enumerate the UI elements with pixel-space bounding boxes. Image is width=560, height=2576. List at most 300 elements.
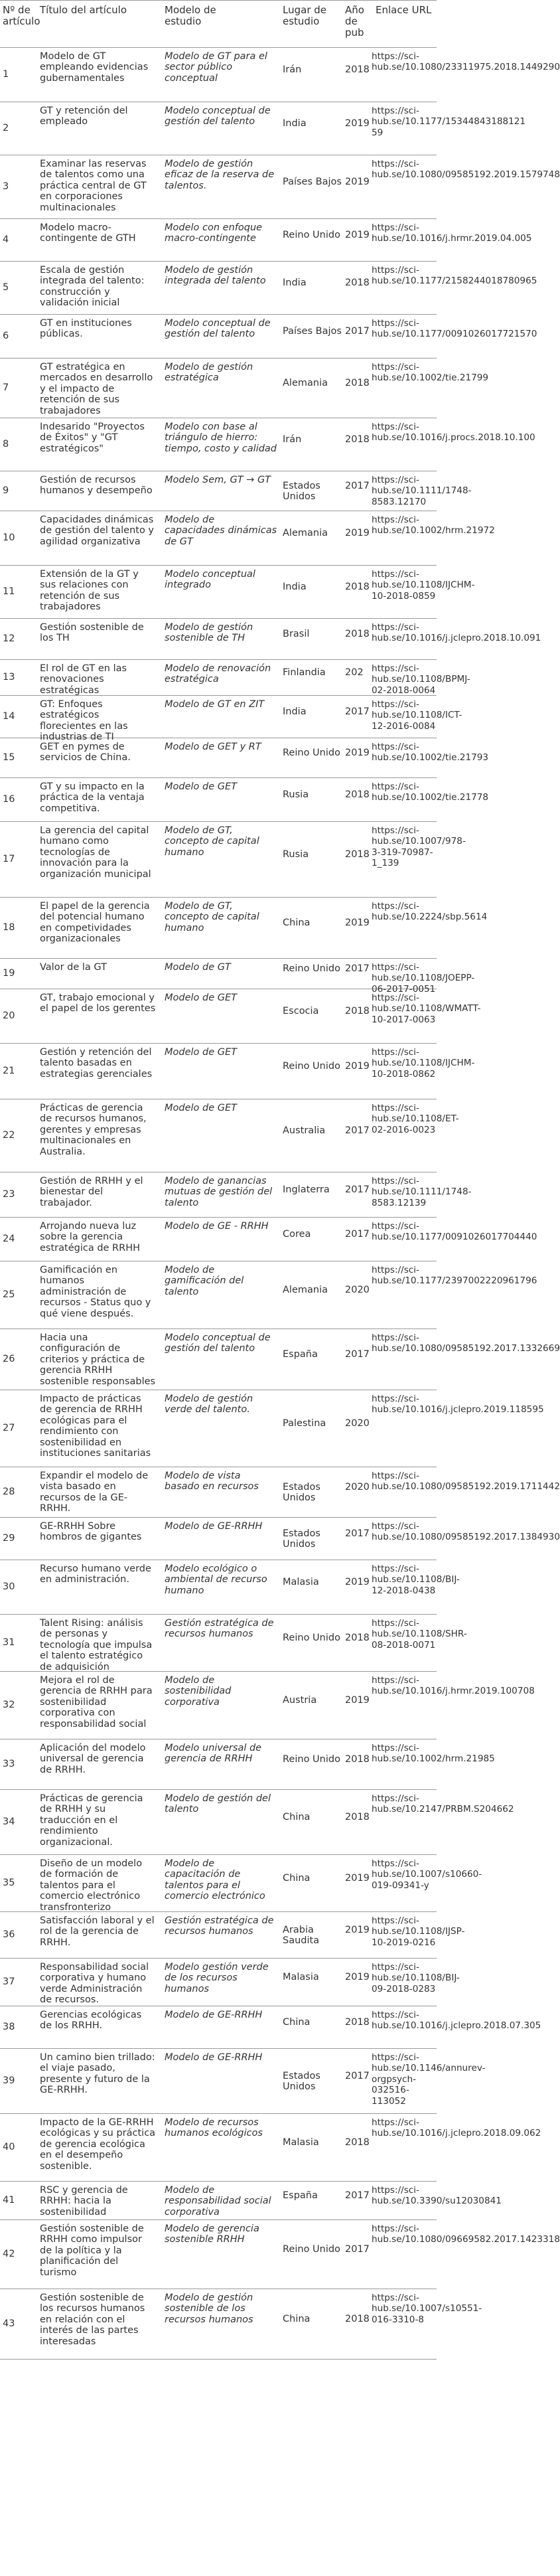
row-study-place: Alemania (283, 1285, 328, 1295)
row-title: Modelo macro-contingente de GTH (40, 222, 136, 244)
row-study-model: Modelo ecológico o ambiental de recurso humano (165, 1564, 267, 1596)
row-title: Valor de la GT (40, 962, 107, 973)
row-url-link[interactable]: https://sci-hub.se/10.1108/SHR-08-2018-0071 (372, 1618, 467, 1650)
row-number: 7 (3, 382, 9, 393)
row-url-link[interactable]: https://sci-hub.se/10.1080/09585192.2019.1711442 (372, 1471, 560, 1492)
row-pub-year: 2018 (345, 789, 370, 800)
row-url-link[interactable]: https://sci-hub.se/10.1002/tie.21793 (372, 742, 489, 764)
row-number: 17 (3, 854, 15, 864)
header-pub-year: Año de pub (345, 4, 364, 39)
row-url-link[interactable]: https://sci-hub.se/10.1016/j.jclepro.2018.10.091 (372, 622, 541, 644)
row-title: Prácticas de gerencia de RRHH y su traducción en el rendimiento organizacional. (40, 1793, 143, 1848)
row-title: Gestión sostenible de los recursos humanos en relación con el interés de las partes interesadas (40, 2293, 145, 2347)
table-row (0, 1390, 544, 1467)
row-title: Recurso humano verde en administración. (40, 1564, 151, 1585)
row-title: GT, trabajo emocional y el papel de los gerentes (40, 993, 156, 1014)
header-study-place: Lugar de estudio (283, 4, 326, 27)
row-study-model: Modelo de capacitación de talentos para el comercio electrónico (165, 1858, 265, 1902)
table-row (0, 48, 560, 102)
row-number: 15 (3, 752, 15, 763)
row-pub-year: 2018 (345, 1812, 370, 1822)
row-number: 11 (3, 586, 15, 597)
row-pub-year: 2017 (345, 1125, 370, 1136)
row-url-link[interactable]: https://sci-hub.se/10.1108/IJCHM-10-2018-0862 (372, 1047, 475, 1080)
row-study-model: Modelo de GT, concepto de capital humano (165, 901, 259, 933)
row-number: 19 (3, 968, 15, 979)
row-study-place: Rusia (283, 849, 309, 860)
row-title: Aplicación del modelo universal de gerencia de RRHH. (40, 1743, 146, 1775)
row-study-place: India (283, 706, 307, 717)
row-number: 18 (3, 922, 15, 933)
row-url-link[interactable]: https://sci-hub.se/10.1177/0091026017704440 (372, 1221, 537, 1243)
row-number: 37 (3, 1976, 15, 1987)
row-title: Mejora el rol de gerencia de RRHH para sostenibilidad corporativa con responsabilidad social (40, 1675, 153, 1730)
row-url-link[interactable]: https://sci-hub.se/10.1108/BPMJ-02-2018-0064 (372, 663, 470, 696)
table-row (0, 1467, 560, 1518)
table-row (0, 566, 475, 619)
row-url-link[interactable]: https://sci-hub.se/10.1007/s10551-016-3310-8 (372, 2293, 482, 2325)
row-pub-year: 2019 (345, 1925, 370, 1935)
row-pub-year: 2018 (345, 2137, 370, 2148)
row-pub-year: 2018 (345, 1006, 370, 1016)
row-url-link[interactable]: https://sci-hub.se/10.1016/j.procs.2018.10.100 (372, 422, 535, 443)
row-title: Responsabilidad social corporativa y humano verde Administración de recursos. (40, 1962, 149, 2006)
row-pub-year: 2017 (345, 963, 370, 974)
row-title: Satisfacción laboral y el rol de la gerencia de RRHH. (40, 1915, 155, 1948)
row-study-place: Malasia (283, 1577, 319, 1587)
row-url-link[interactable]: https://sci-hub.se/10.1108/BIJ-12-2018-0438 (372, 1564, 460, 1596)
row-study-place: China (283, 918, 311, 928)
row-title: Gerencias ecológicas de los RRHH. (40, 2010, 142, 2032)
header-article-title: Título del artículo (40, 4, 127, 16)
row-study-model: Modelo conceptual integrado (165, 569, 255, 591)
table-row (0, 696, 462, 743)
row-pub-year: 2018 (345, 1754, 370, 1765)
row-url-link[interactable]: https://sci-hub.se/10.1002/hrm.21985 (372, 1743, 495, 1765)
row-url-link[interactable]: https://sci-hub.se/10.1002/hrm.21972 (372, 515, 495, 536)
row-study-model: Modelo de gestión estratégica (165, 362, 253, 384)
row-number: 43 (3, 2318, 15, 2329)
row-pub-year: 2017 (345, 1229, 370, 1240)
row-number: 13 (3, 672, 15, 683)
row-study-place: India (283, 118, 307, 129)
row-url-link[interactable]: https://sci-hub.se/10.1177/0091026017721570 (372, 318, 537, 340)
row-url-link[interactable]: https://sci-hub.se/10.1108/IJSP-10-2019-0216 (372, 1915, 465, 1948)
row-title: Gestión sostenible de RRHH como impulsor de la política y la planificación del turismo (40, 2223, 144, 2278)
row-study-place: Reino Unido (283, 2244, 340, 2255)
row-number: 12 (3, 633, 15, 644)
row-number: 21 (3, 1066, 15, 1076)
row-number: 10 (3, 532, 15, 543)
row-pub-year: 2017 (345, 2071, 370, 2081)
row-study-place: España (283, 1349, 318, 1360)
row-study-place: Finlandia (283, 667, 326, 678)
row-study-model: Modelo de gestión del talento (165, 1793, 271, 1815)
row-title: Indesarido "Proyectos de Éxitos" y "GT estratégicos" (40, 422, 145, 454)
row-pub-year: 2019 (345, 1577, 370, 1587)
table-row (0, 1959, 460, 2006)
row-number: 5 (3, 282, 9, 293)
row-study-place: España (283, 2190, 318, 2201)
row-number: 41 (3, 2195, 15, 2206)
row-url-link[interactable]: https://sci-hub.se/10.1002/tie.21799 (372, 362, 489, 384)
row-study-model: Modelo con enfoque macro-contingente (165, 222, 263, 244)
row-study-place: Países Bajos (283, 326, 342, 337)
row-url-link[interactable]: https://sci-hub.se/10.1007/978-3-319-70987-1_139 (372, 825, 466, 869)
table-row (0, 619, 541, 660)
row-title: GT: Enfoques estratégicos florecientes en las industrias de TI (40, 699, 128, 743)
row-title: Gestión de recursos humanos y desempeño (40, 475, 153, 497)
table-row (0, 1790, 514, 1855)
table-row (0, 1172, 472, 1218)
row-study-place: Alemania (283, 378, 328, 388)
table-row (0, 2006, 541, 2049)
row-url-link[interactable]: https://sci-hub.se/10.1007/s10660-019-09341-y (372, 1858, 482, 1891)
table-row (0, 1739, 495, 1790)
table-row (0, 778, 489, 822)
row-study-place: Brasil (283, 629, 310, 639)
row-study-model: Modelo de sostenibilidad corporativa (165, 1675, 232, 1708)
row-study-place: Irán (283, 434, 302, 445)
row-study-model: Gestión estratégica de recursos humanos (165, 1915, 274, 1937)
row-number: 24 (3, 1234, 15, 1244)
row-study-model: Modelo de gerencia sostenible RRHH (165, 2223, 259, 2245)
row-url-link[interactable]: https://sci-hub.se/10.1111/1748-8583.12170 (372, 475, 472, 507)
row-study-place: Reino Unido (283, 1754, 340, 1765)
row-number: 42 (3, 2249, 15, 2259)
row-url-link[interactable]: https://sci-hub.se/10.1016/j.hrmr.2019.100708 (372, 1675, 535, 1697)
table-row (0, 2220, 560, 2289)
table-row (0, 262, 537, 315)
row-pub-year: 2018 (345, 434, 370, 445)
row-study-place: Inglaterra (283, 1184, 330, 1195)
row-study-model: Modelo de GT en ZIT (165, 699, 265, 710)
row-pub-year: 2018 (345, 278, 370, 288)
row-study-model: Modelo de GT, concepto de capital humano (165, 825, 259, 858)
table-row (0, 359, 489, 418)
table-row (0, 738, 489, 778)
table-row (0, 1261, 537, 1329)
row-number: 27 (3, 1423, 15, 1433)
row-study-model: Modelo conceptual de gestión del talento (165, 318, 271, 340)
row-study-model: Modelo de gestión verde del talento. (165, 1394, 253, 1415)
row-pub-year: 2019 (345, 748, 370, 758)
row-number: 23 (3, 1189, 15, 1200)
row-study-model: Modelo de GT (165, 962, 231, 973)
table-row (0, 1672, 535, 1739)
row-study-model: Modelo universal de gerencia de RRHH (165, 1743, 262, 1765)
row-title: Gestión de RRHH y el bienestar del trabajador. (40, 1176, 143, 1208)
row-title: GE-RRHH Sobre hombros de gigantes (40, 1521, 142, 1543)
row-url-link[interactable]: https://sci-hub.se/10.1108/ICT-12-2016-0084 (372, 699, 462, 732)
row-pub-year: 2017 (345, 2190, 370, 2201)
row-title: El papel de la gerencia del potencial humano en competividades organizacionales (40, 901, 150, 945)
row-pub-year: 2020 (345, 1482, 370, 1492)
row-number: 30 (3, 1581, 15, 1592)
row-study-model: Modelo de GET (165, 993, 238, 1003)
row-title: Hacia una configuración de criterios y práctica de gerencia RRHH sostenible responsables (40, 1332, 156, 1387)
row-url-link[interactable]: https://sci-hub.se/10.1177/2397002220961796 (372, 1265, 537, 1287)
row-url-link[interactable]: https://sci-hub.se/10.1016/j.hrmr.2019.04.005 (372, 222, 532, 244)
row-study-model: Modelo de vista basado en recursos (165, 1471, 259, 1492)
row-url-link[interactable]: https://sci-hub.se/10.1080/09585192.2017.1384930 (372, 1521, 560, 1543)
row-title: Gestión sostenible de los TH (40, 622, 144, 644)
table-row (0, 660, 470, 696)
row-study-place: Corea (283, 1229, 311, 1240)
row-url-link[interactable]: https://sci-hub.se/10.1002/tie.21778 (372, 781, 489, 803)
row-study-model: Modelo de GE-RRHH (165, 2052, 263, 2063)
row-pub-year: 2017 (345, 1184, 370, 1195)
row-pub-year: 2018 (345, 378, 370, 388)
row-number: 25 (3, 1289, 15, 1300)
row-url-link[interactable]: https://sci-hub.se/10.2224/sbp.5614 (372, 901, 488, 923)
row-number: 34 (3, 1816, 15, 1827)
row-study-model: Modelo de GT para el sector público conceptual (165, 51, 267, 84)
row-pub-year: 2018 (345, 582, 370, 592)
row-number: 28 (3, 1487, 15, 1497)
row-pub-year: 2018 (345, 1633, 370, 1643)
row-study-model: Modelo de GET (165, 1103, 238, 1113)
row-url-link[interactable]: https://sci-hub.se/10.1016/j.jclepro.2019.118595 (372, 1394, 544, 1415)
row-study-place: Estados Unidos (283, 481, 320, 503)
row-study-place: Estados Unidos (283, 1528, 320, 1550)
table-row (0, 2114, 541, 2182)
row-study-place: Países Bajos (283, 177, 342, 187)
row-study-place: India (283, 582, 307, 592)
row-study-model: Modelo de responsabilidad social corporativa (165, 2185, 271, 2217)
row-study-model: Modelo de GET (165, 1047, 238, 1058)
table-row (0, 315, 537, 359)
row-title: RSC y gerencia de RRHH: hacia la sostenibilidad (40, 2185, 128, 2217)
row-url-link[interactable]: https://sci-hub.se/10.1177/15344843188121 59 (372, 106, 526, 138)
row-study-model: Modelo de ganancias mutuas de gestión del talento (165, 1176, 273, 1208)
table-row (0, 418, 535, 471)
row-study-model: Modelo de recursos humanos ecológicos (165, 2117, 263, 2139)
row-pub-year: 2019 (345, 1061, 370, 1072)
table-row (0, 1218, 537, 1261)
row-pub-year: 2019 (345, 230, 370, 240)
row-study-place: Reino Unido (283, 963, 340, 974)
row-study-model: Modelo gestión verde de los recursos humanos (165, 1962, 269, 1994)
table-row (0, 1044, 475, 1099)
row-url-link[interactable]: https://sci-hub.se/10.1016/j.jclepro.2018.09.062 (372, 2117, 541, 2139)
row-pub-year: 2019 (345, 1873, 370, 1884)
row-url-link[interactable]: https://sci-hub.se/10.1108/BIJ-09-2018-0283 (372, 1962, 460, 1994)
row-title: Expandir el modelo de vista basado en recursos de la GE-RRHH. (40, 1471, 149, 1514)
row-title: GT y su impacto en la práctica de la ventaja competitiva. (40, 781, 145, 814)
row-pub-year: 2019 (345, 918, 370, 928)
table-row (0, 2182, 502, 2220)
row-study-place: China (283, 2017, 311, 2028)
row-title: Prácticas de gerencia de recursos humanos, gerentes y empresas multinacionales en Australia. (40, 1103, 147, 1157)
table-row (0, 822, 466, 898)
row-url-link[interactable]: https://sci-hub.se/10.1177/2158244018780965 (372, 265, 537, 287)
row-number: 6 (3, 331, 9, 341)
row-title: Talent Rising: análisis de personas y tecnología que impulsa el talento estratégico de adquisición (40, 1618, 153, 1672)
row-study-place: Estados Unidos (283, 1482, 320, 1504)
row-study-model: Modelo conceptual de gestión del talento (165, 1332, 271, 1354)
row-study-model: Modelo de gestión eficaz de la reserva de talentos. (165, 159, 275, 191)
row-pub-year: 2018 (345, 2017, 370, 2028)
header-study-model: Modelo de estudio (165, 4, 216, 27)
row-number: 14 (3, 711, 15, 722)
table-row (0, 2049, 486, 2114)
row-study-place: China (283, 2314, 311, 2324)
row-study-model: Modelo de GE-RRHH (165, 1521, 263, 1532)
row-study-place: Palestina (283, 1418, 326, 1429)
row-study-model: Modelo de gestión integrada del talento (165, 265, 266, 287)
row-number: 2 (3, 123, 9, 133)
row-number: 32 (3, 1700, 15, 1710)
row-number: 20 (3, 1010, 15, 1021)
row-study-model: Modelo de GE-RRHH (165, 2010, 263, 2020)
row-pub-year: 2017 (345, 1349, 370, 1360)
row-title: Modelo de GT empleando evidencias gubernamentales (40, 51, 149, 84)
row-study-model: Gestión estratégica de recursos humanos (165, 1618, 274, 1640)
row-study-place: Irán (283, 64, 302, 75)
row-number: 26 (3, 1354, 15, 1364)
row-number: 8 (3, 439, 9, 449)
row-study-model: Modelo de GE - RRHH (165, 1221, 269, 1232)
row-url-link[interactable]: https://sci-hub.se/10.3390/su12030841 (372, 2185, 502, 2207)
table-row (0, 989, 481, 1044)
row-title: El rol de GT en las renovaciones estratégicas (40, 663, 127, 696)
row-title: Arrojando nueva luz sobre la gerencia estratégica de RRHH (40, 1221, 141, 1253)
row-study-place: Alemania (283, 528, 328, 538)
table-row (0, 1615, 467, 1672)
table-row (0, 1329, 560, 1390)
row-study-place: Estados Unidos (283, 2071, 320, 2093)
table-row (0, 898, 488, 959)
row-number: 4 (3, 234, 9, 245)
table-row (0, 1912, 465, 1959)
row-pub-year: 2019 (345, 1695, 370, 1706)
row-pub-year: 202 (345, 667, 364, 678)
row-number: 3 (3, 181, 9, 192)
row-study-place: Arabia Saudita (283, 1925, 320, 1947)
row-pub-year: 2017 (345, 706, 370, 717)
row-number: 35 (3, 1878, 15, 1888)
table-row (0, 1855, 482, 1913)
row-study-place: Australia (283, 1125, 326, 1136)
row-pub-year: 2018 (345, 64, 370, 75)
row-number: 22 (3, 1130, 15, 1141)
row-number: 39 (3, 2075, 15, 2086)
row-study-model: Modelo de gestión sostenible de los recursos humanos (165, 2293, 253, 2325)
row-study-place: Reino Unido (283, 748, 340, 758)
row-pub-year: 2017 (345, 326, 370, 337)
row-pub-year: 2019 (345, 1972, 370, 1982)
row-number: 1 (3, 69, 9, 80)
row-title: Diseño de un modelo de formación de talentos para el comercio electrónico transfronterizo (40, 1858, 143, 1913)
row-pub-year: 2018 (345, 849, 370, 860)
row-url-link[interactable]: https://sci-hub.se/10.1080/09585192.2017.1332669 (372, 1332, 560, 1354)
row-study-model: Modelo de renovación estratégica (165, 663, 271, 685)
table-row (0, 1099, 459, 1172)
row-number: 29 (3, 1533, 15, 1544)
table-row (0, 471, 472, 511)
row-study-place: India (283, 278, 307, 288)
table-row (0, 2289, 482, 2360)
row-study-place: China (283, 1812, 311, 1822)
row-url-link[interactable]: https://sci-hub.se/10.1108/WMATT-10-2017-0063 (372, 993, 481, 1025)
row-url-link[interactable]: https://sci-hub.se/10.1111/1748-8583.12139 (372, 1176, 472, 1208)
row-url-link[interactable]: https://sci-hub.se/10.1146/annurev-orgpsych-032516-113052 (372, 2052, 486, 2107)
row-pub-year: 2020 (345, 1418, 370, 1429)
row-title: Un camino bien trillado: el viaje pasado, presente y futuro de la GE-RRHH. (40, 2052, 155, 2096)
row-pub-year: 2018 (345, 629, 370, 639)
table-header (0, 0, 437, 48)
row-number: 31 (3, 1637, 15, 1648)
table-row (0, 511, 495, 566)
row-study-place: Reino Unido (283, 1061, 340, 1072)
row-title: Gestión y retención del talento basadas en estrategias gerenciales (40, 1047, 153, 1080)
row-study-model: Modelo de gestión sostenible de TH (165, 622, 253, 644)
row-study-place: Malasia (283, 1972, 319, 1982)
header-article-number: Nº de artículo (3, 4, 40, 27)
row-url-link[interactable]: https://sci-hub.se/10.1108/ET-02-2016-0023 (372, 1103, 459, 1135)
header-url-link: Enlace URL (376, 4, 432, 16)
row-title: Capacidades dinámicas de gestión del talento y agilidad organizativa (40, 515, 155, 547)
row-url-link[interactable]: https://sci-hub.se/10.1108/IJCHM-10-2018-0859 (372, 569, 475, 602)
table-row (0, 959, 475, 995)
row-study-place: Austria (283, 1695, 317, 1706)
row-url-link[interactable]: https://sci-hub.se/10.2147/PRBM.S204662 (372, 1793, 514, 1815)
row-url-link[interactable]: https://sci-hub.se/10.1108/JOEPP-06-2017-0051 (372, 962, 475, 995)
row-study-model: Modelo conceptual de gestión del talento (165, 106, 271, 127)
row-url-link[interactable]: https://sci-hub.se/10.1080/23311975.2018.1449290 (372, 51, 560, 73)
row-study-model: Modelo de capacidades dinámicas de GT (165, 515, 277, 547)
row-title: Escala de gestión integrada del talento: construcción y validación inicial (40, 265, 145, 309)
row-url-link[interactable]: https://sci-hub.se/10.1016/j.jclepro.2018.07.305 (372, 2010, 541, 2032)
row-url-link[interactable]: https://sci-hub.se/10.1080/09585192.2019.1579748 (372, 159, 560, 181)
row-url-link[interactable]: https://sci-hub.se/10.1080/09669582.2017.1423318 (372, 2223, 560, 2245)
row-title: La gerencia del capital humano como tecnologías de innovación para la organización municipal (40, 825, 151, 880)
row-title: GET en pymes de servicios de China. (40, 742, 131, 764)
row-pub-year: 2019 (345, 118, 370, 129)
row-pub-year: 2019 (345, 177, 370, 187)
row-title: Examinar las reservas de talentos como una práctica central de GT en corporaciones multinacionales (40, 159, 147, 213)
row-pub-year: 2017 (345, 2244, 370, 2255)
row-number: 36 (3, 1929, 15, 1940)
row-study-place: Escocia (283, 1006, 319, 1016)
table-row (0, 1518, 560, 1560)
row-pub-year: 2020 (345, 1285, 370, 1295)
row-title: Impacto de la GE-RRHH ecológicas y su práctica de gerencia ecológica en el desempeño sostenible. (40, 2117, 156, 2172)
row-study-place: Malasia (283, 2137, 319, 2148)
row-number: 38 (3, 2022, 15, 2032)
row-number: 9 (3, 485, 9, 496)
row-title: GT en instituciones públicas. (40, 318, 132, 340)
row-pub-year: 2017 (345, 481, 370, 491)
table-row (0, 102, 526, 155)
row-number: 16 (3, 794, 15, 805)
table-row (0, 155, 560, 219)
row-study-place: China (283, 1873, 311, 1884)
row-study-place: Reino Unido (283, 1633, 340, 1643)
row-study-model: Modelo de GET y RT (165, 742, 261, 752)
row-title: Extensión de la GT y sus relaciones con retención de sus trabajadores (40, 569, 139, 613)
row-number: 40 (3, 2142, 15, 2152)
row-title: GT estratégica en mercados en desarrollo y el impacto de retención de sus trabajadores (40, 362, 153, 416)
row-title: Gamificación en humanos administración de recursos - Status quo y qué viene después. (40, 1265, 151, 1319)
row-study-place: Reino Unido (283, 230, 340, 240)
row-title: GT y retención del empleado (40, 106, 128, 127)
row-pub-year: 2019 (345, 528, 370, 538)
row-study-model: Modelo de gamificación del talento (165, 1265, 244, 1297)
row-pub-year: 2018 (345, 2314, 370, 2324)
row-study-place: Rusia (283, 789, 309, 800)
